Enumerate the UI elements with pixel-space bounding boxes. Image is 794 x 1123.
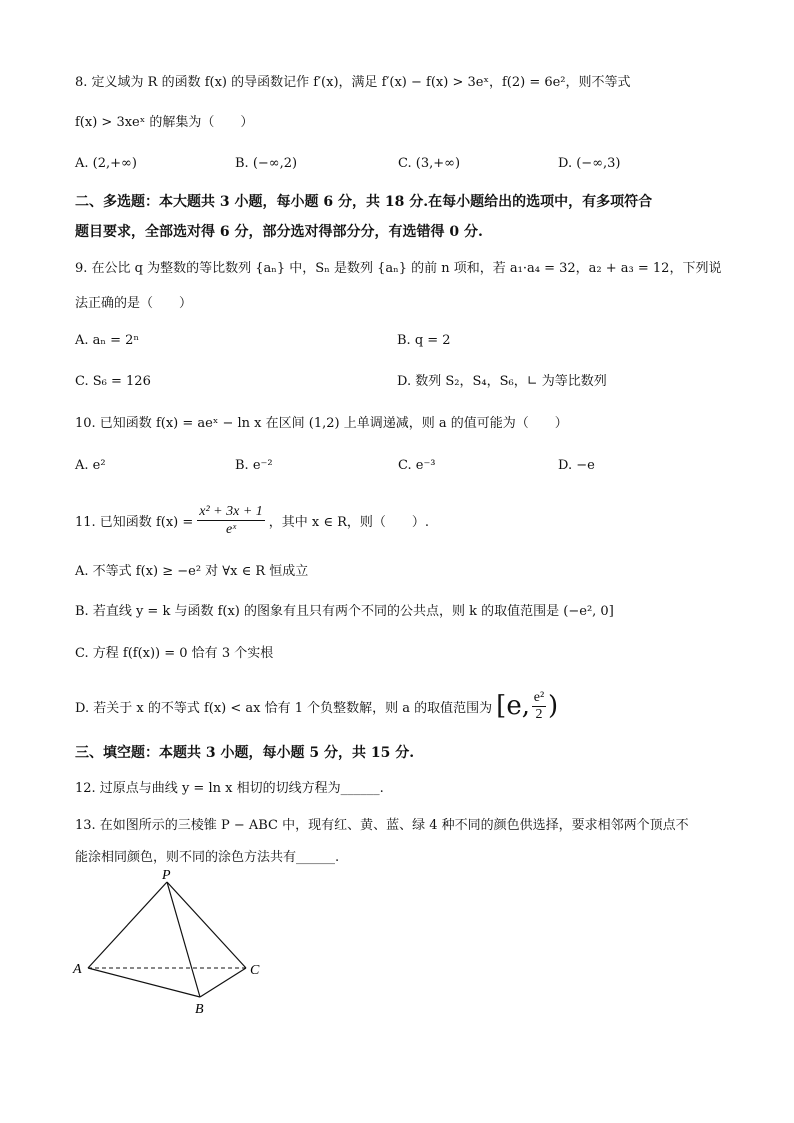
q11-stem-prefix: 11. 已知函数 f(x) =: [75, 514, 194, 530]
q8-option-c: C. (3,+∞): [398, 156, 461, 171]
q11-fraction-denominator: eˣ: [225, 521, 237, 537]
q12-stem: 12. 过原点与曲线 y = ln x 相切的切线方程为______.: [75, 781, 384, 796]
vertex-label-c: C: [250, 963, 260, 978]
tetrahedron-figure: [70, 870, 270, 1020]
q11-option-b: B. 若直线 y = k 与函数 f(x) 的图象有且只有两个不同的公共点，则 k 的取值范围是 (−e², 0]: [75, 604, 614, 619]
q9-option-b: B. q = 2: [397, 333, 451, 348]
q10-option-d: D. −e: [558, 458, 595, 473]
q13-stem-line2: 能涂相同颜色，则不同的涂色方法共有______.: [75, 850, 340, 865]
edge-pa: [88, 882, 167, 968]
q11-fraction: [197, 503, 265, 538]
q8-option-a: A. (2,+∞): [75, 156, 137, 171]
q10-option-a: A. e²: [75, 458, 106, 473]
q10-option-c: C. e⁻³: [398, 458, 436, 473]
vertex-label-p: P: [162, 870, 171, 883]
section2-heading-line1: 二、多选题：本大题共 3 小题，每小题 6 分，共 18 分.在每小题给出的选项中，有多项符合: [75, 194, 653, 210]
q9-option-a: A. aₙ = 2ⁿ: [75, 333, 140, 348]
q11-option-d-fraction: [532, 690, 546, 723]
q8-stem-line2: f(x) > 3xeˣ 的解集为（ ）: [75, 115, 254, 130]
q11-fraction-numerator: x² + 3x + 1: [199, 503, 263, 519]
q8-stem-line1: 8. 定义域为 R 的函数 f(x) 的导函数记作 f′(x)，满足 f′(x) − f(x) > 3eˣ，f(2) = 6e²，则不等式: [75, 75, 631, 90]
section2-heading-line2: 题目要求，全部选对得 6 分，部分选对得部分分，有选错得 0 分.: [75, 224, 483, 240]
q11-option-d-right: ): [547, 691, 559, 721]
q10-option-b: B. e⁻²: [235, 458, 273, 473]
q11-option-d-numerator: e²: [533, 689, 545, 705]
q9-stem-line2: 法正确的是（ ）: [75, 296, 193, 311]
vertex-label-b: B: [195, 1002, 204, 1017]
q11-option-d: [75, 684, 558, 728]
q8-option-b: B. (−∞,2): [235, 156, 298, 171]
q11-stem-suffix: ，其中 x ∈ R，则（ ）.: [268, 514, 430, 530]
q11-option-a: A. 不等式 f(x) ≥ −e² 对 ∀x ∈ R 恒成立: [75, 564, 309, 579]
q11-option-d-text: D. 若关于 x 的不等式 f(x) < ax 恰有 1 个负整数解，则 a 的取值范围为: [75, 700, 493, 716]
q13-stem-line1: 13. 在如图所示的三棱锥 P − ABC 中，现有红、黄、蓝、绿 4 种不同的颜色供选择，要求相邻两个顶点不: [75, 818, 689, 833]
section3-heading: 三、填空题：本题共 3 小题，每小题 5 分，共 15 分.: [75, 745, 415, 761]
q11-option-d-left: [e,: [496, 691, 530, 721]
edge-bc: [200, 968, 246, 997]
q9-option-c: C. S₆ = 126: [75, 374, 151, 389]
q11-option-d-denominator: 2: [535, 706, 543, 722]
q11-option-c: C. 方程 f(f(x)) = 0 恰有 3 个实根: [75, 646, 274, 661]
edge-ab: [88, 968, 200, 997]
q10-stem: 10. 已知函数 f(x) = aeˣ − ln x 在区间 (1,2) 上单调递减，则 a 的值可能为（ ）: [75, 416, 568, 431]
q9-stem-line1: 9. 在公比 q 为整数的等比数列 {aₙ} 中，Sₙ 是数列 {aₙ} 的前 n 项和，若 a₁·a₄ = 32，a₂ + a₃ = 12，下列说: [75, 261, 722, 276]
q11-stem: [75, 499, 429, 541]
vertex-label-a: A: [73, 962, 82, 977]
q9-option-d: D. 数列 S₂，S₄，S₆，∟ 为等比数列: [397, 374, 607, 389]
q8-option-d: D. (−∞,3): [558, 156, 621, 171]
